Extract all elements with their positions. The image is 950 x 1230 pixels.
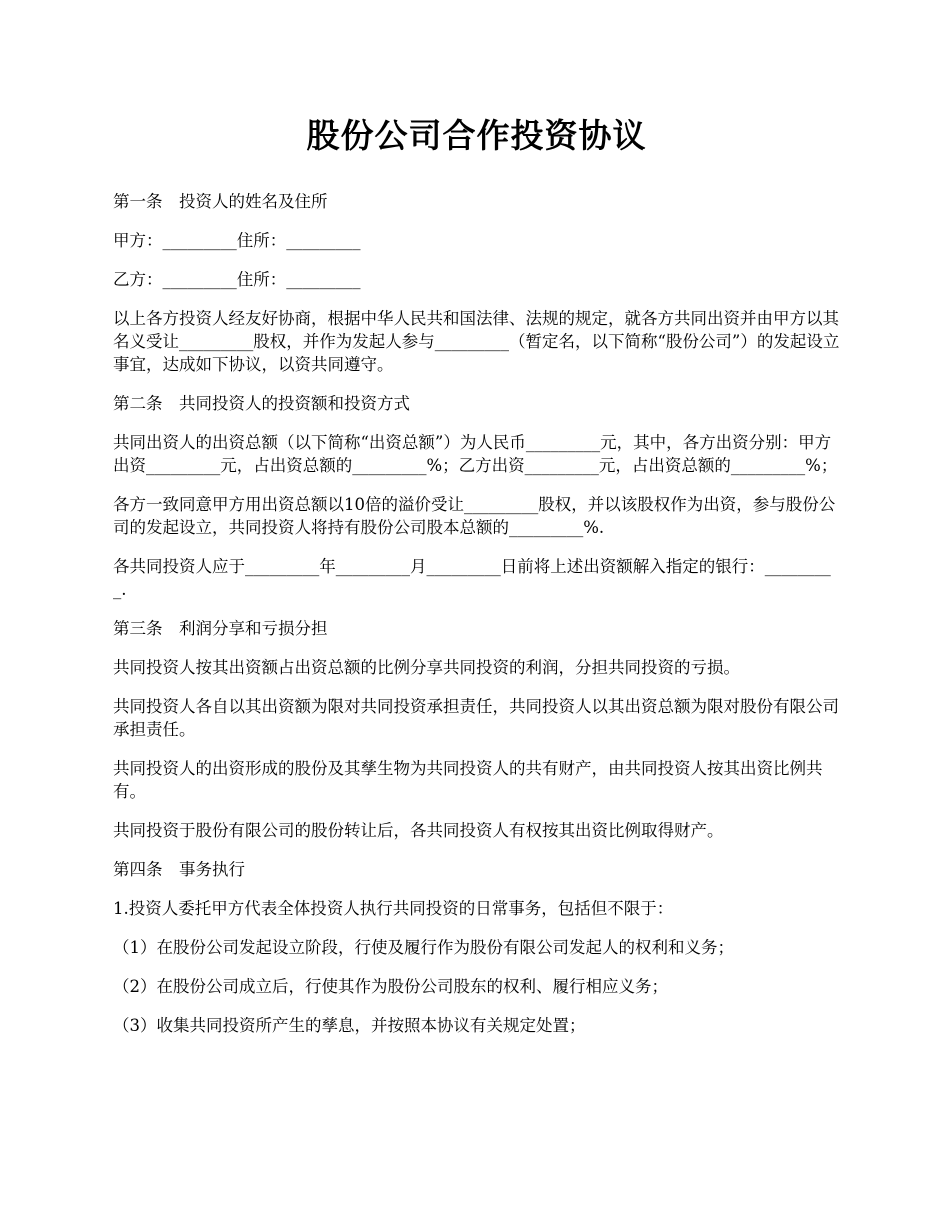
duty-item-2: （2）在股份公司成立后，行使其作为股份公司股东的权利、履行相应义务； <box>113 977 668 996</box>
document-page <box>113 112 840 1053</box>
article-1-heading: 第一条 投资人的姓名及住所 <box>113 192 328 211</box>
premium-transfer-paragraph: 各方一致同意甲方用出资总额以10倍的溢价受让_________股权，并以该股权作为出资，参与股份公司的发起设立，共同投资人将持有股份公司股本总额的_________%. <box>113 495 836 537</box>
liability-paragraph: 共同投资人各自以其出资额为限对共同投资承担责任，共同投资人以其出资总额为限对股份有限公司承担责任。 <box>113 697 839 739</box>
preamble-paragraph: 以上各方投资人经友好协商，根据中华人民共和国法律、法规的规定，就各方共同出资并由甲方以其名义受让_________股权，并作为发起人参与_________（暂定名，以下简称“股份公司”）的发起设立事宜，达成如下协议，以资共同遵守。 <box>113 309 840 374</box>
article-4-heading: 第四条 事务执行 <box>113 860 245 879</box>
duty-item-1: （1）在股份公司发起设立阶段，行使及履行作为股份有限公司发起人的权利和义务； <box>113 938 734 957</box>
party-a-line: 甲方：_________住所：_________ <box>113 231 361 250</box>
profit-sharing-paragraph: 共同投资人按其出资额占出资总额的比例分享共同投资的利润，分担共同投资的亏损。 <box>113 658 740 677</box>
joint-property-paragraph: 共同投资人的出资形成的股份及其孳生物为共同投资人的共有财产，由共同投资人按其出资比例共有。 <box>113 759 823 801</box>
document-title: 股份公司合作投资协议 <box>306 116 647 155</box>
party-b-line: 乙方：_________住所：_________ <box>113 270 361 289</box>
article-3-heading: 第三条 利润分享和亏损分担 <box>113 619 328 638</box>
delegation-paragraph: 1.投资人委托甲方代表全体投资人执行共同投资的日常事务，包括但不限于： <box>113 899 674 918</box>
investment-amount-paragraph: 共同出资人的出资总额（以下简称“出资总额”）为人民币_________元，其中，各方出资分别：甲方出资_________元，占出资总额的_________%；乙方出资_________元，占出资总额的_________%； <box>113 433 838 475</box>
payment-deadline-paragraph: 各共同投资人应于_________年_________月_________日前将上述出资额解入指定的银行：_________. <box>113 557 831 599</box>
share-transfer-paragraph: 共同投资于股份有限公司的股份转让后，各共同投资人有权按其出资比例取得财产。 <box>113 821 724 840</box>
duty-item-3: （3）收集共同投资所产生的孳息，并按照本协议有关规定处置； <box>113 1016 586 1035</box>
article-2-heading: 第二条 共同投资人的投资额和投资方式 <box>113 394 410 413</box>
